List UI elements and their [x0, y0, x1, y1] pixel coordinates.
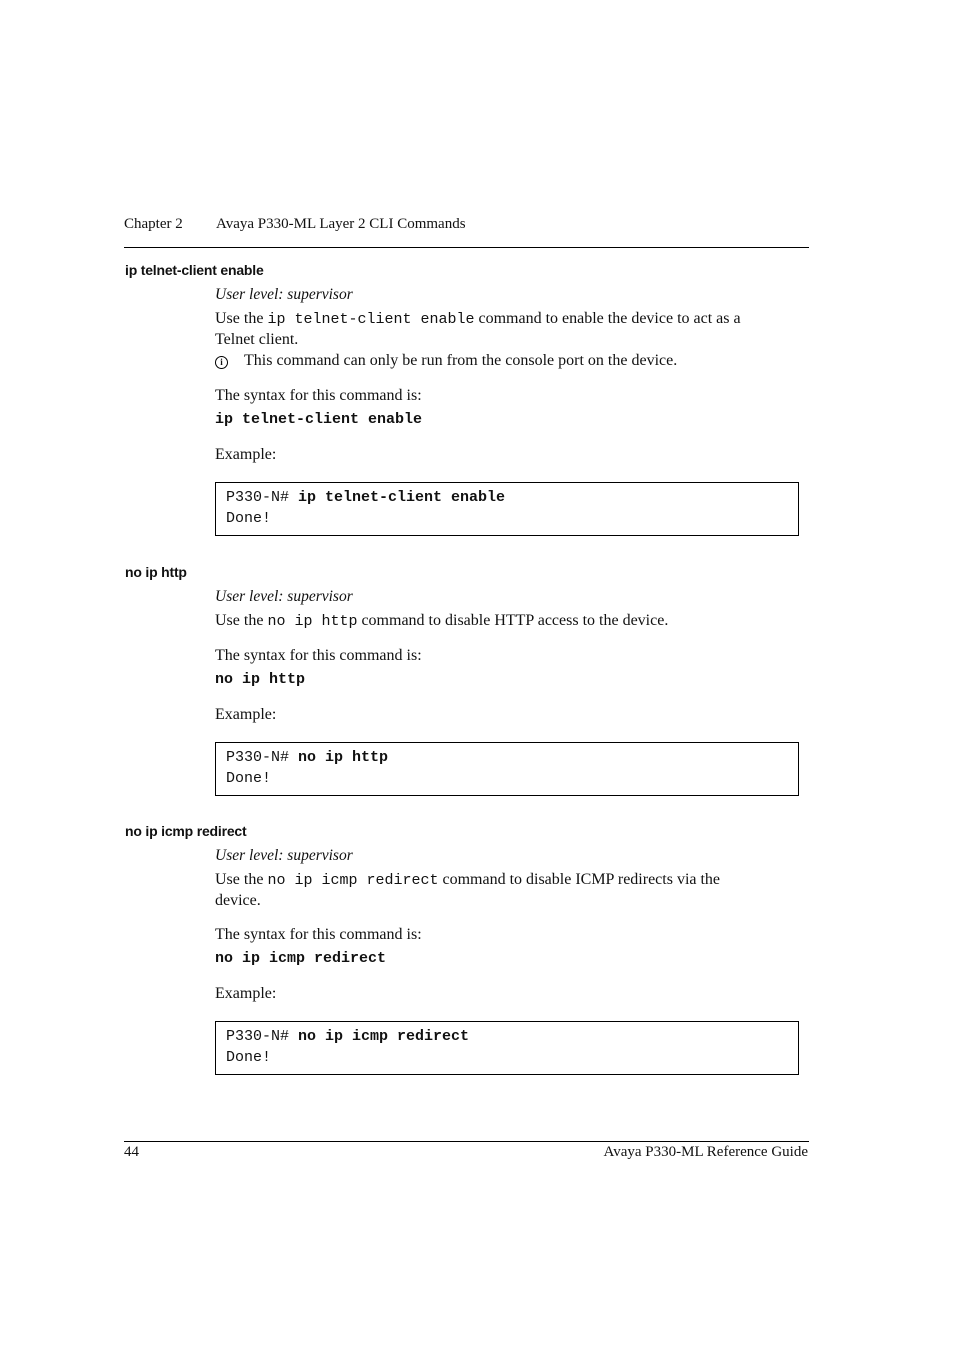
example-label: Example:	[215, 706, 277, 723]
syntax-command: no ip icmp redirect	[215, 950, 387, 967]
example-output: Done!	[226, 1049, 272, 1066]
note-text: This command can only be run from the console port on the device.	[244, 352, 678, 369]
section-description: Use the no ip icmp redirect command to disable ICMP redirects via the device.	[215, 871, 721, 909]
section-title: no ip icmp redirect	[125, 823, 247, 839]
syntax-label: The syntax for this command is:	[215, 926, 422, 943]
user-level: User level: supervisor	[215, 588, 353, 605]
inline-command: no ip icmp redirect	[267, 872, 439, 889]
inline-command: ip telnet-client enable	[267, 311, 475, 328]
example-box: P330-N# no ip http Done!	[215, 742, 799, 796]
section-description: Use the ip telnet-client enable command to enable the device to act as a Telnet client.	[215, 310, 741, 348]
syntax-label: The syntax for this command is:	[215, 647, 422, 664]
example-command: no ip http	[298, 749, 389, 766]
note	[215, 351, 228, 371]
header-rule	[124, 247, 809, 248]
example-label: Example:	[215, 446, 277, 463]
example-output: Done!	[226, 770, 272, 787]
example-box: P330-N# no ip icmp redirect Done!	[215, 1021, 799, 1075]
example-output: Done!	[226, 510, 272, 527]
user-level: User level: supervisor	[215, 847, 353, 864]
info-icon: i	[215, 356, 228, 369]
guide-title: Avaya P330-ML Reference Guide	[603, 1144, 808, 1160]
example-command: ip telnet-client enable	[298, 489, 506, 506]
example-box: P330-N# ip telnet-client enable Done!	[215, 482, 799, 536]
syntax-command: no ip http	[215, 671, 306, 688]
page-number: 44	[124, 1144, 139, 1160]
chapter-title: Avaya P330-ML Layer 2 CLI Commands	[216, 216, 466, 232]
section-title: ip telnet-client enable	[125, 262, 264, 278]
example-command: no ip icmp redirect	[298, 1028, 470, 1045]
example-label: Example:	[215, 985, 277, 1002]
footer-rule	[124, 1141, 809, 1142]
section-title: no ip http	[125, 564, 187, 580]
inline-command: no ip http	[267, 613, 358, 630]
syntax-command: ip telnet-client enable	[215, 411, 423, 428]
syntax-label: The syntax for this command is:	[215, 387, 422, 404]
chapter-label: Chapter 2	[124, 216, 183, 232]
section-description: Use the no ip http command to disable HTTP access to the device.	[215, 612, 669, 630]
user-level: User level: supervisor	[215, 286, 353, 303]
